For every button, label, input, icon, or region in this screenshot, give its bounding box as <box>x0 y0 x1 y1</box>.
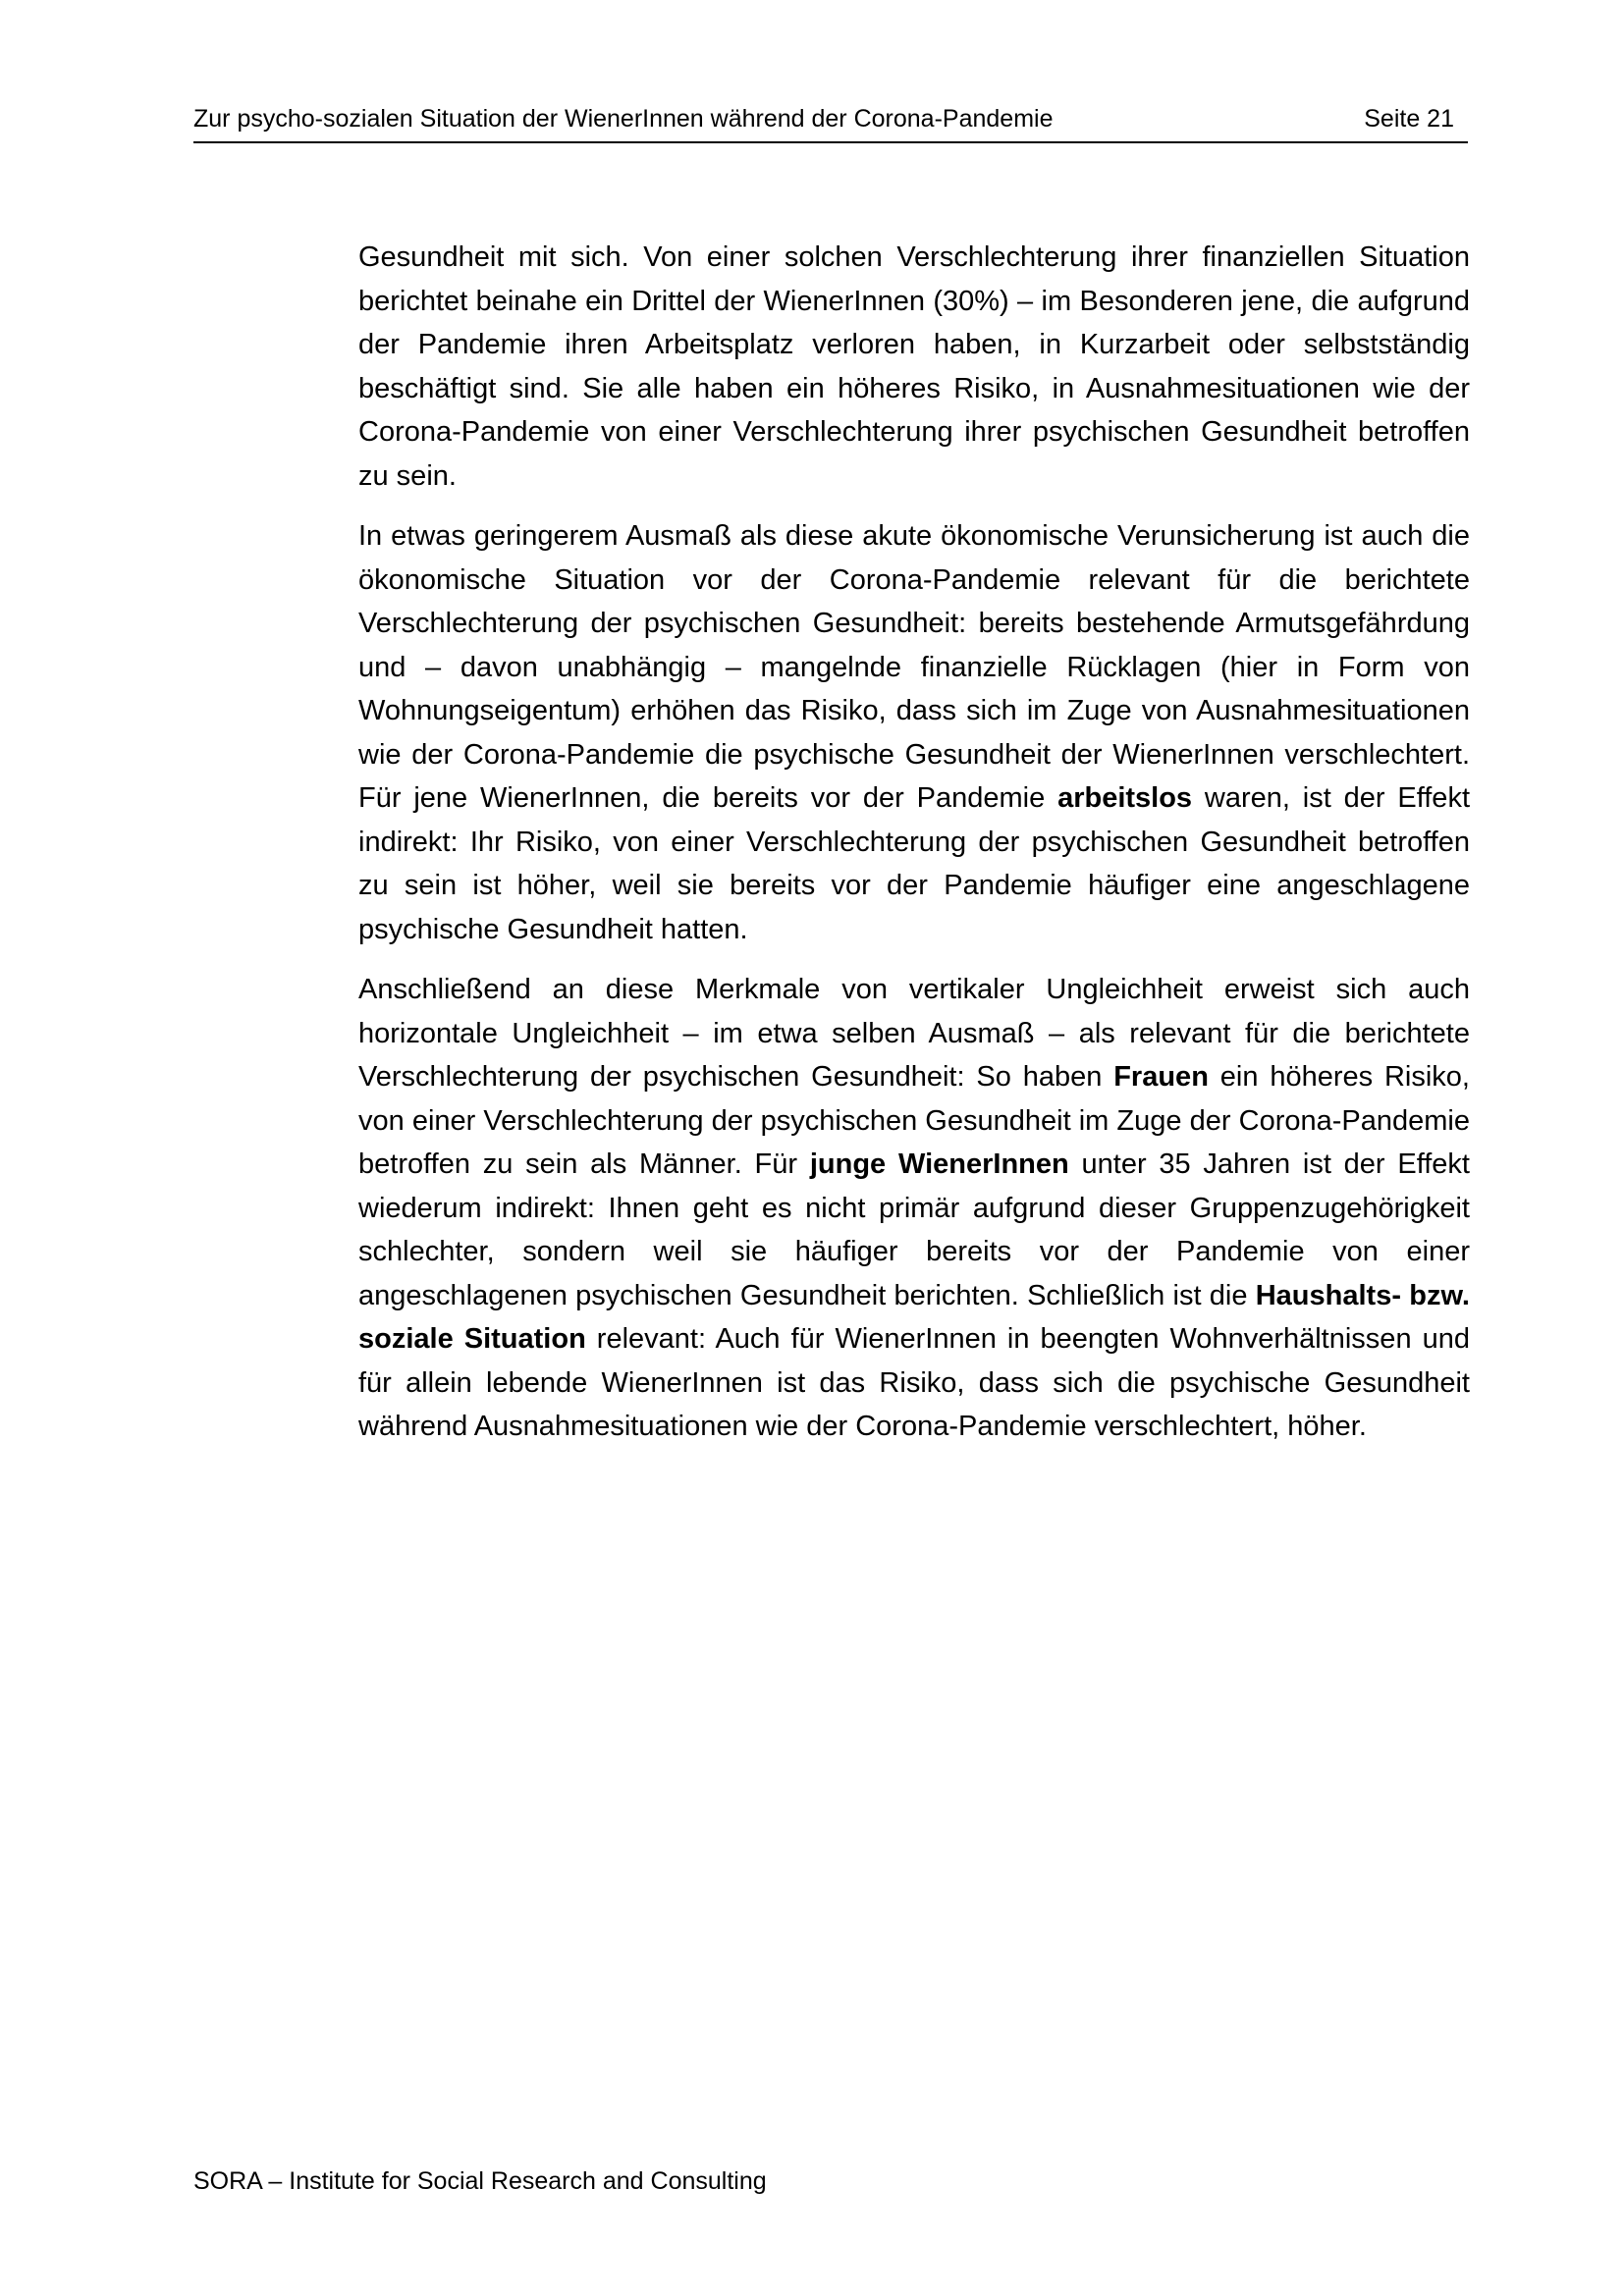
paragraph-1 <box>358 236 1470 498</box>
text-run: Anschließend an diese Merkmale von vertikaler Ungleichheit erweist sich auch horizontale Ungleichheit – im etwa selben Ausmaß – als relevant für die berichtete Verschlechterung der psychischen Gesundheit: So haben <box>358 974 1470 1093</box>
text-run: unter 35 Jahren ist der Effekt wiederum indirekt: Ihnen geht es nicht primär aufgrund dieser Gruppenzugehörigkeit schlechter, sondern weil sie häufiger bereits vor der Pandemie von einer angeschlagenen psychischen Gesundheit berichten. Schließlich ist die <box>358 1148 1470 1311</box>
text-run: waren, ist der Effekt indirekt: Ihr Risiko, von einer Verschlechterung der psychischen Gesundheit betroffen zu sein ist höher, weil sie bereits vor der Pandemie häufiger eine angeschlagene psychische Gesundheit hatten. <box>358 782 1470 945</box>
page-number: Seite 21 <box>1364 105 1454 133</box>
text-run: In etwas geringerem Ausmaß als diese akute ökonomische Verunsicherung ist auch die ökonomische Situation vor der Corona-Pandemie relevant für die berichtete Verschlechterung der psychischen Gesundheit: bereits bestehende Armutsgefährdung und – davon unabhängig – mangelnde finanzielle Rücklagen (hier in Form von Wohnungseigentum) erhöhen das Risiko, dass sich im Zuge von Ausnahmesituationen wie der Corona-Pandemie die psychische Gesundheit der WienerInnen verschlechtert. Für jene WienerInnen, die bereits vor der Pandemie <box>358 520 1470 814</box>
emphasis-frauen: Frauen <box>1113 1061 1209 1093</box>
body-text <box>358 236 1470 1466</box>
emphasis-haushaltssituation: Haushalts- bzw. soziale Situation <box>358 1279 1470 1355</box>
emphasis-junge-wienerinnen: junge WienerInnen <box>809 1148 1069 1180</box>
footer-text: SORA – Institute for Social Research and Consulting <box>193 2167 767 2195</box>
page-footer <box>193 2166 767 2196</box>
emphasis-arbeitslos: arbeitslos <box>1057 782 1193 814</box>
page-header <box>193 102 1468 143</box>
text-run: relevant: Auch für WienerInnen in beengten Wohnverhältnissen und für allein lebende WienerInnen ist das Risiko, dass sich die psychische Gesundheit während Ausnahmesituationen wie der Corona-Pandemie verschlechtert, höher. <box>358 1323 1470 1442</box>
paragraph-2 <box>358 514 1470 951</box>
text-run: Gesundheit mit sich. Von einer solchen Verschlechterung ihrer finanziellen Situation berichtet beinahe ein Drittel der WienerInnen (30%) – im Besonderen jene, die aufgrund der Pandemie ihren Arbeitsplatz verloren haben, in Kurzarbeit oder selbstständig beschäftigt sind. Sie alle haben ein höheres Risiko, in Ausnahmesituationen wie der Corona-Pandemie von einer Verschlechterung ihrer psychischen Gesundheit betroffen zu sein. <box>358 241 1470 492</box>
document-title: Zur psycho-sozialen Situation der WienerInnen während der Corona-Pandemie <box>193 105 1054 133</box>
text-run: ein höheres Risiko, von einer Verschlechterung der psychischen Gesundheit im Zuge der Corona-Pandemie betroffen zu sein als Männer. Für <box>358 1061 1470 1180</box>
paragraph-3 <box>358 968 1470 1449</box>
